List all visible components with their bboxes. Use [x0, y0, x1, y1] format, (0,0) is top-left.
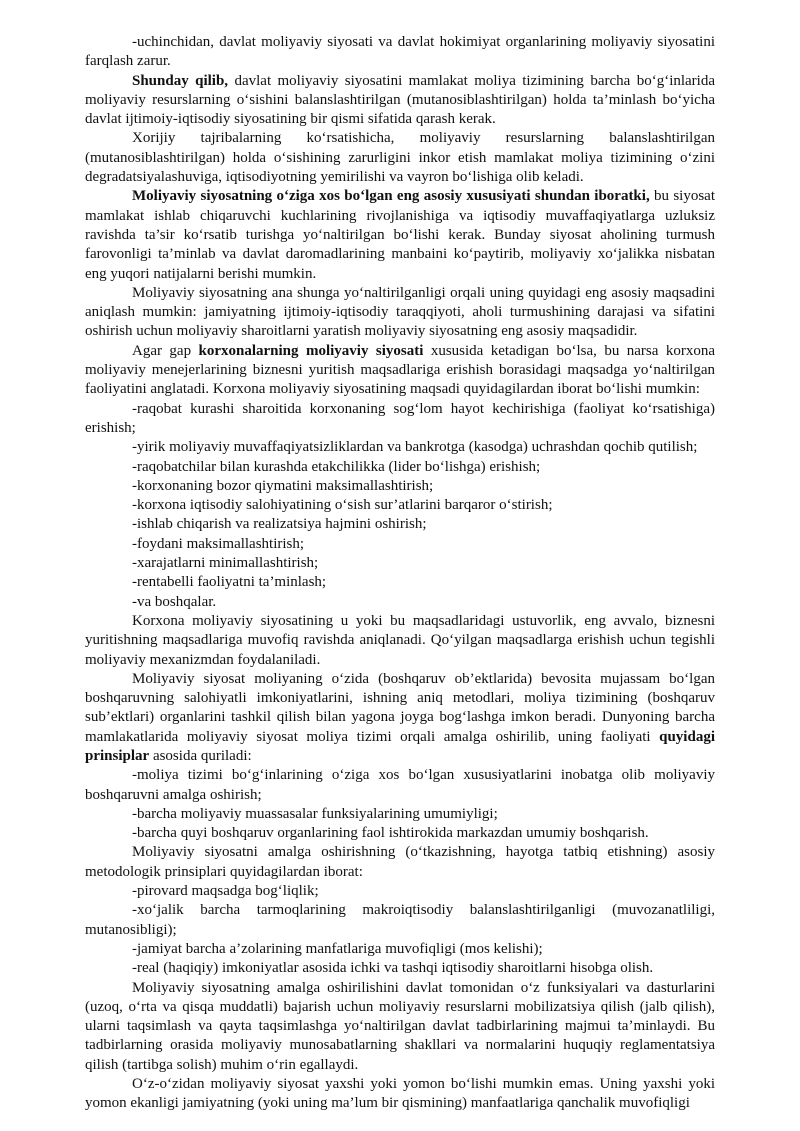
list-item-text: -xarajatlarni minimallashtirish;	[132, 555, 319, 572]
paragraph-2	[85, 72, 715, 130]
paragraph-6-text: xususida ketadigan bo‘lsa, bu narsa korxona moliyaviy menejerlarining biznesni yuritish maqsadlariga erishish borasidagi maqsadga yo‘naltirilgan faoliyatini anglatadi. Korxona moliyaviy siyosatining maqsadi quyidagilardan iborat bo‘lishi mumkin:	[85, 342, 715, 398]
list-item-principle-1	[85, 766, 715, 805]
list-item-text: -xo‘jalik barcha tarmoqlarining makroiqtisodiy balanslashtirilganligi (muvozanatliligi, mutanosibligi);	[85, 902, 715, 938]
list-item-goal-9	[85, 573, 715, 592]
paragraph-3	[85, 129, 715, 187]
list-item-goal-4	[85, 477, 715, 496]
paragraph-8	[85, 670, 715, 766]
list-item-text: -rentabelli faoliyatni ta’minlash;	[132, 574, 327, 591]
list-item-goal-8	[85, 554, 715, 573]
paragraph-11	[85, 1075, 715, 1114]
list-item-text: -yirik moliyaviy muvaffaqiyatsizliklardan va bankrotga (kasodga) uchrashdan qochib qutilish;	[132, 439, 698, 456]
paragraph-1-text: -uchinchidan, davlat moliyaviy siyosati va davlat hokimiyat organlarining moliyaviy siyosatini farqlash zarur.	[85, 34, 715, 70]
paragraph-3-text: Xorijiy tajribalarning ko‘rsatishicha, moliyaviy resurslarning balanslashtirilgan (mutanosiblashtirilgan) holda o‘sishining zarurligini inkor etish mamlakat moliya tizimining o‘zini degradatsiyalashuviga, iqtisodiyotning yemirilishi va vayron bo‘lishiga olib keladi.	[85, 130, 715, 186]
paragraph-10	[85, 979, 715, 1075]
list-item-goal-2	[85, 438, 715, 457]
list-item-text: -korxonaning bozor qiymatini maksimallashtirish;	[132, 477, 434, 494]
list-item-text: -va boshqalar.	[132, 593, 217, 610]
paragraph-4	[85, 187, 715, 283]
list-item-goal-10	[85, 593, 715, 612]
paragraph-2-text: davlat moliyaviy siyosatini mamlakat moliya tizimining barcha bo‘g‘inlarida moliyaviy resurslarning o‘sishini balanslashtirilgan (mutanosiblashtirilgan) holda ta’minlash bo‘yicha davlat ijtimoiy-iqtisodiy siyosatining bir qismi sifatida qarash kerak.	[85, 72, 716, 128]
paragraph-7-text: Korxona moliyaviy siyosatining u yoki bu maqsadlaridagi ustuvorlik, eng avvalo, biznesni yuritishning maqsadlariga muvofiq ravishda aniqlanadi. Qo‘yilgan maqsadlarga erishish uchun tegishli moliyaviy mexanizmdan foydalaniladi.	[85, 612, 715, 668]
list-item-text: -ishlab chiqarish va realizatsiya hajmini oshirish;	[132, 516, 427, 533]
list-item-principle-3	[85, 824, 715, 843]
paragraph-6-bold: korxonalarning moliyaviy siyosati	[198, 342, 424, 359]
list-item-text: -foydani maksimallashtirish;	[132, 535, 305, 552]
list-item-goal-6	[85, 515, 715, 534]
list-item-text: -raqobat kurashi sharoitida korxonaning sog‘lom hayot kechirishiga (faoliyat ko‘rsatishiga) erishish;	[85, 400, 715, 436]
list-item-text: -jamiyat barcha a’zolarining manfatlariga muvofiqligi (mos kelishi);	[132, 940, 543, 957]
list-item-method-2	[85, 901, 715, 940]
paragraph-6-pre: Agar gap	[132, 342, 199, 359]
list-item-goal-5	[85, 496, 715, 515]
paragraph-8-text: Moliyaviy siyosat moliyaning o‘zida (boshqaruv ob’ektlarida) bevosita mujassam bo‘lgan boshqaruvning salohiyatli imkoniyatlarini, ishning aniq metodlari, moliya tizimining (boshqaruv sub’ektlari) organlarini tashkil qilish bilan yagona joyga bog‘lashga imkon beradi. Dunyoning barcha mamlakatlarida moliyaviy siyosat moliya tizimi orqali amalga oshirilib, uning faoliyati	[85, 670, 715, 745]
paragraph-11-text: O‘z-o‘zidan moliyaviy siyosat yaxshi yoki yomon bo‘lishi mumkin emas. Uning yaxshi yoki yomon ekanligi jamiyatning (yoki uning ma’lum bir qismining) manfaatlariga qanchalik muvofiqligi	[85, 1076, 715, 1112]
list-item-text: -real (haqiqiy) imkoniyatlar asosida ichki va tashqi iqtisodiy sharoitlarni hisobga olish.	[132, 960, 654, 977]
list-item-text: -pirovard maqsadga bog‘liqlik;	[132, 883, 319, 900]
list-item-goal-3	[85, 458, 715, 477]
list-item-method-4	[85, 959, 715, 978]
paragraph-8-bold: quyidagi prinsiplar	[85, 728, 715, 764]
list-item-text: -barcha quyi boshqaruv organlarining faol ishtirokida markazdan umumiy boshqarish.	[132, 825, 649, 842]
paragraph-2-bold: Shunday qilib,	[132, 72, 229, 89]
list-item-goal-7	[85, 535, 715, 554]
paragraph-9	[85, 843, 715, 882]
list-item-principle-2	[85, 805, 715, 824]
list-item-text: -raqobatchilar bilan kurashda etakchilikka (lider bo‘lishga) erishish;	[132, 458, 541, 475]
paragraph-10-text: Moliyaviy siyosatning amalga oshirilishini davlat tomonidan o‘z funksiyalari va dasturlarini (uzoq, o‘rta va qisqa muddatli) bajarish uchun moliyaviy resurslarni mobilizatsiya qilish (jalb qilish), ularni taqsimlash va qayta taqsimlashga yo‘naltirilgan davlat tadbirlarining majmui ta’minlaydi. Bu tadbirlarning orasida moliyaviy munosabatlarning shakllari va normalarini huquqiy reglamentatsiya qilish (tartibga solish) muhim o‘rin egallaydi.	[85, 979, 715, 1073]
paragraph-5-text: Moliyaviy siyosatning ana shunga yo‘naltirilganligi orqali uning quyidagi eng asosiy maqsadini aniqlash mumkin: jamiyatning ijtimoiy-iqtisodiy taraqqiyoti, aholi turmushining darajasi va sifatini oshirish uchun moliyaviy sharoitlarni yaratish moliyaviy siyosatning eng asosiy maqsadidir.	[85, 284, 715, 340]
paragraph-7	[85, 612, 715, 670]
list-item-goal-1	[85, 400, 715, 439]
paragraph-4-bold: Moliyaviy siyosatning o‘ziga xos bo‘lgan eng asosiy xususiyati shundan iboratki,	[132, 188, 650, 205]
paragraph-8-post: asosida quriladi:	[149, 747, 252, 764]
list-item-method-1	[85, 882, 715, 901]
paragraph-4-text: bu siyosat mamlakat ishlab chiqaruvchi kuchlarining rivojlanishiga va iqtisodiy muvaffaqiyatlarga uzluksiz ravishda ta’sir ko‘rsatib turishga yo‘naltirilgan bo‘lishi kerak. Bunday siyosat aholining turmush farovonligi ta’minlab va davlat daromadlarining manbaini ko‘paytirib, moliyaviy xo‘jalikka nisbatan eng yuqori natijalarni berishi mumkin.	[85, 188, 716, 282]
paragraph-5	[85, 284, 715, 342]
paragraph-9-text: Moliyaviy siyosatni amalga oshirishning (o‘tkazishning, hayotga tatbiq etishning) asosiy metodologik prinsiplari quyidagilardan iborat:	[85, 844, 715, 880]
list-item-text: -moliya tizimi bo‘g‘inlarining o‘ziga xos bo‘lgan xususiyatlarini inobatga olib moliyaviy boshqaruvni amalga oshirish;	[85, 767, 715, 803]
list-item-text: -barcha moliyaviy muassasalar funksiyalarining umumiyligi;	[132, 805, 498, 822]
paragraph-1	[85, 33, 715, 72]
list-item-method-3	[85, 940, 715, 959]
list-item-text: -korxona iqtisodiy salohiyatining o‘sish sur’atlarini barqaror o‘stirish;	[132, 497, 553, 514]
paragraph-6	[85, 342, 715, 400]
